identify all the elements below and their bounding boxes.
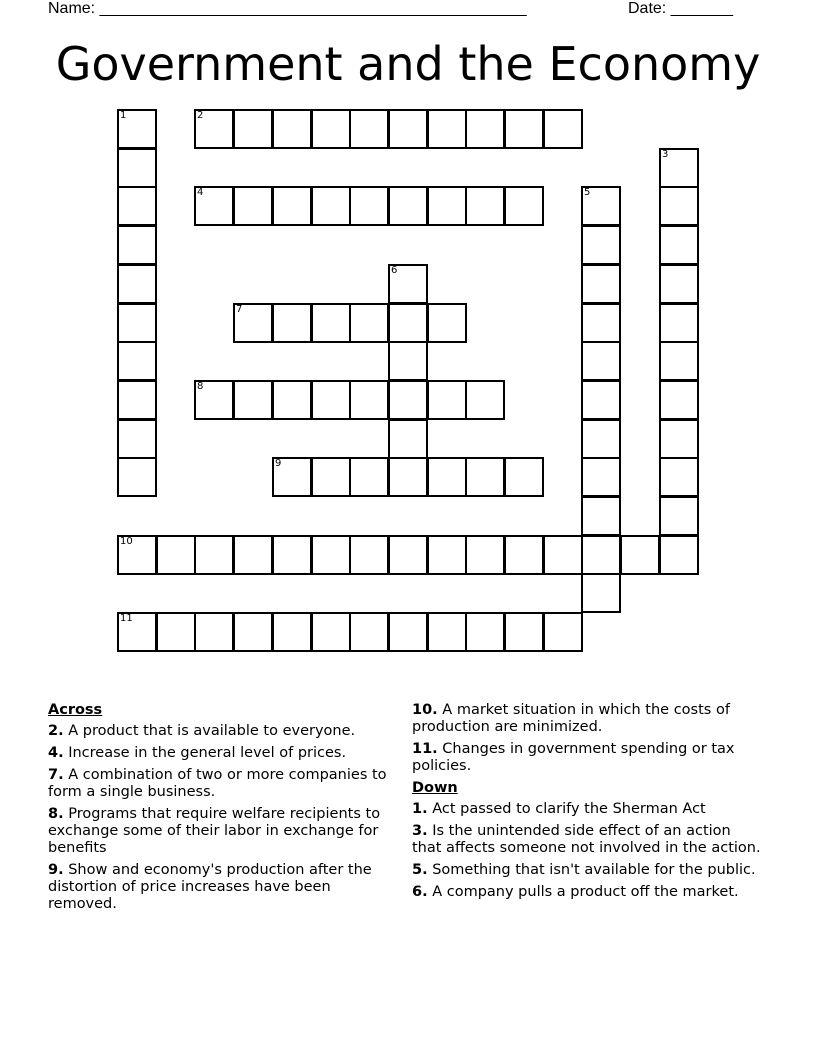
clue-number-label: 6	[391, 265, 398, 276]
crossword-cell[interactable]	[117, 109, 157, 149]
clue-down-3	[412, 823, 762, 857]
crossword-cell[interactable]	[117, 186, 157, 226]
crossword-cell[interactable]	[117, 612, 157, 652]
crossword-cell[interactable]	[194, 612, 234, 652]
clues-column-right	[412, 702, 762, 906]
crossword-cell[interactable]	[543, 109, 583, 149]
crossword-cell[interactable]	[427, 380, 467, 420]
crossword-cell[interactable]	[465, 535, 505, 575]
crossword-cell[interactable]	[233, 186, 273, 226]
crossword-cell[interactable]	[427, 303, 467, 343]
clue-number: 4.	[48, 745, 64, 761]
clue-number-label: 5	[584, 187, 591, 198]
crossword-cell[interactable]	[117, 303, 157, 343]
crossword-cell[interactable]	[543, 535, 583, 575]
clue-number-label: 4	[197, 187, 204, 198]
clue-text: Increase in the general level of prices.	[68, 745, 347, 761]
crossword-cell[interactable]	[465, 380, 505, 420]
crossword-cell[interactable]	[349, 457, 389, 497]
clue-text: Programs that require welfare recipients to exchange some of their labor in exchange for benefits	[48, 806, 381, 856]
clue-number: 3.	[412, 823, 428, 839]
crossword-cell[interactable]	[349, 109, 389, 149]
clue-number-label: 8	[197, 381, 204, 392]
crossword-cell[interactable]	[272, 535, 312, 575]
crossword-cell[interactable]	[388, 535, 428, 575]
crossword-cell[interactable]	[659, 419, 699, 459]
clue-number-label: 2	[197, 110, 204, 121]
crossword-cell[interactable]	[272, 380, 312, 420]
crossword-cell[interactable]	[117, 419, 157, 459]
crossword-cell[interactable]	[659, 186, 699, 226]
crossword-cell[interactable]	[272, 186, 312, 226]
crossword-cell[interactable]	[117, 457, 157, 497]
crossword-cell[interactable]	[311, 535, 351, 575]
clue-number-label: 10	[120, 536, 133, 547]
crossword-cell[interactable]	[272, 612, 312, 652]
crossword-cell[interactable]	[311, 109, 351, 149]
clue-down-5	[412, 862, 762, 879]
crossword-cell[interactable]	[504, 612, 544, 652]
across-heading: Across	[48, 702, 103, 718]
crossword-cell[interactable]	[659, 380, 699, 420]
clue-number: 7.	[48, 767, 64, 783]
clue-number: 8.	[48, 806, 64, 822]
crossword-cell[interactable]	[581, 380, 621, 420]
crossword-cell[interactable]	[427, 186, 467, 226]
crossword-cell[interactable]	[272, 109, 312, 149]
crossword-cell[interactable]	[233, 535, 273, 575]
clue-down-1	[412, 801, 762, 818]
crossword-cell[interactable]	[581, 457, 621, 497]
crossword-cell[interactable]	[581, 496, 621, 536]
clue-text: A market situation in which the costs of production are minimized.	[412, 702, 730, 735]
crossword-cell[interactable]	[349, 612, 389, 652]
crossword-cell[interactable]	[117, 380, 157, 420]
crossword-cell[interactable]	[388, 341, 428, 381]
crossword-cell[interactable]	[659, 496, 699, 536]
crossword-cell[interactable]	[388, 264, 428, 304]
clue-down-6	[412, 884, 762, 901]
crossword-cell[interactable]	[311, 612, 351, 652]
clue-number: 10.	[412, 702, 438, 718]
crossword-cell[interactable]	[156, 612, 196, 652]
crossword-cell[interactable]	[465, 109, 505, 149]
crossword-cell[interactable]	[272, 303, 312, 343]
clue-number-label: 3	[662, 149, 669, 160]
crossword-cell[interactable]	[581, 419, 621, 459]
clue-text: Show and economy's production after the distortion of price increases have been removed.	[48, 862, 372, 912]
crossword-cell[interactable]	[388, 457, 428, 497]
crossword-cell[interactable]	[504, 457, 544, 497]
clue-across-2	[48, 723, 403, 740]
crossword-cell[interactable]	[117, 148, 157, 188]
crossword-cell[interactable]	[311, 186, 351, 226]
crossword-cell[interactable]	[233, 612, 273, 652]
down-heading: Down	[412, 780, 458, 796]
crossword-cell[interactable]	[311, 303, 351, 343]
crossword-cell[interactable]	[349, 380, 389, 420]
clue-text: A company pulls a product off the market.	[432, 884, 739, 900]
crossword-cell[interactable]	[620, 535, 660, 575]
crossword-cell[interactable]	[388, 303, 428, 343]
clue-number-label: 1	[120, 110, 127, 121]
crossword-cell[interactable]	[659, 303, 699, 343]
crossword-cell[interactable]	[427, 457, 467, 497]
clue-text: Changes in government spending or tax policies.	[412, 741, 735, 774]
crossword-cell[interactable]	[388, 612, 428, 652]
crossword-cell[interactable]	[117, 341, 157, 381]
clue-text: Something that isn't available for the public.	[432, 862, 756, 878]
crossword-cell[interactable]	[388, 380, 428, 420]
clue-number: 6.	[412, 884, 428, 900]
crossword-cell[interactable]	[233, 303, 273, 343]
clue-text: Act passed to clarify the Sherman Act	[432, 801, 706, 817]
clue-text: A product that is available to everyone.	[68, 723, 356, 739]
clue-number-label: 11	[120, 613, 133, 624]
crossword-cell[interactable]	[194, 380, 234, 420]
clues-column-left	[48, 702, 403, 918]
crossword-cell[interactable]	[504, 186, 544, 226]
clue-number: 5.	[412, 862, 428, 878]
crossword-cell[interactable]	[427, 109, 467, 149]
worksheet-header	[0, 0, 816, 24]
crossword-cell[interactable]	[427, 535, 467, 575]
clue-text: Is the unintended side effect of an action that affects someone not involved in the action.	[412, 823, 761, 856]
clue-number-label: 9	[275, 458, 282, 469]
crossword-cell[interactable]	[272, 457, 312, 497]
name-field[interactable]: Name: ________________________________________________	[48, 0, 527, 17]
crossword-cell[interactable]	[311, 380, 351, 420]
crossword-cell[interactable]	[233, 109, 273, 149]
crossword-cell[interactable]	[581, 303, 621, 343]
date-field[interactable]: Date: _______	[628, 0, 733, 17]
clue-across-10	[412, 702, 762, 736]
clue-number: 1.	[412, 801, 428, 817]
crossword-cell[interactable]	[117, 535, 157, 575]
crossword-cell[interactable]	[504, 535, 544, 575]
crossword-cell[interactable]	[465, 612, 505, 652]
clue-number: 11.	[412, 741, 438, 757]
crossword-cell[interactable]	[581, 341, 621, 381]
crossword-cell[interactable]	[117, 225, 157, 265]
page-title: Government and the Economy	[55, 37, 761, 91]
clue-across-4	[48, 745, 403, 762]
clue-number: 2.	[48, 723, 64, 739]
clue-number-label: 7	[236, 304, 243, 315]
crossword-cell[interactable]	[194, 186, 234, 226]
crossword-cell[interactable]	[581, 225, 621, 265]
crossword-cell[interactable]	[117, 264, 157, 304]
clue-across-8	[48, 806, 403, 857]
crossword-cell[interactable]	[388, 109, 428, 149]
crossword-cell[interactable]	[465, 186, 505, 226]
crossword-cell[interactable]	[388, 419, 428, 459]
clue-across-9	[48, 862, 403, 913]
crossword-cell[interactable]	[233, 380, 273, 420]
crossword-cell[interactable]	[581, 264, 621, 304]
crossword-cell[interactable]	[349, 303, 389, 343]
crossword-cell[interactable]	[581, 573, 621, 613]
crossword-cell[interactable]	[659, 264, 699, 304]
crossword-cell[interactable]	[349, 535, 389, 575]
clue-across-11	[412, 741, 762, 775]
crossword-cell[interactable]	[581, 186, 621, 226]
crossword-cell[interactable]	[311, 457, 351, 497]
crossword-cell[interactable]	[388, 186, 428, 226]
crossword-cell[interactable]	[659, 225, 699, 265]
crossword-cell[interactable]	[427, 612, 467, 652]
crossword-cell[interactable]	[156, 535, 196, 575]
crossword-cell[interactable]	[349, 186, 389, 226]
crossword-cell[interactable]	[659, 148, 699, 188]
crossword-cell[interactable]	[194, 109, 234, 149]
clue-across-7	[48, 767, 403, 801]
clue-number: 9.	[48, 862, 64, 878]
crossword-cell[interactable]	[659, 535, 699, 575]
crossword-cell[interactable]	[659, 457, 699, 497]
clue-text: A combination of two or more companies to form a single business.	[48, 767, 387, 800]
crossword-cell[interactable]	[659, 341, 699, 381]
crossword-cell[interactable]	[543, 612, 583, 652]
crossword-cell[interactable]	[581, 535, 621, 575]
crossword-cell[interactable]	[465, 457, 505, 497]
crossword-cell[interactable]	[194, 535, 234, 575]
crossword-cell[interactable]	[504, 109, 544, 149]
